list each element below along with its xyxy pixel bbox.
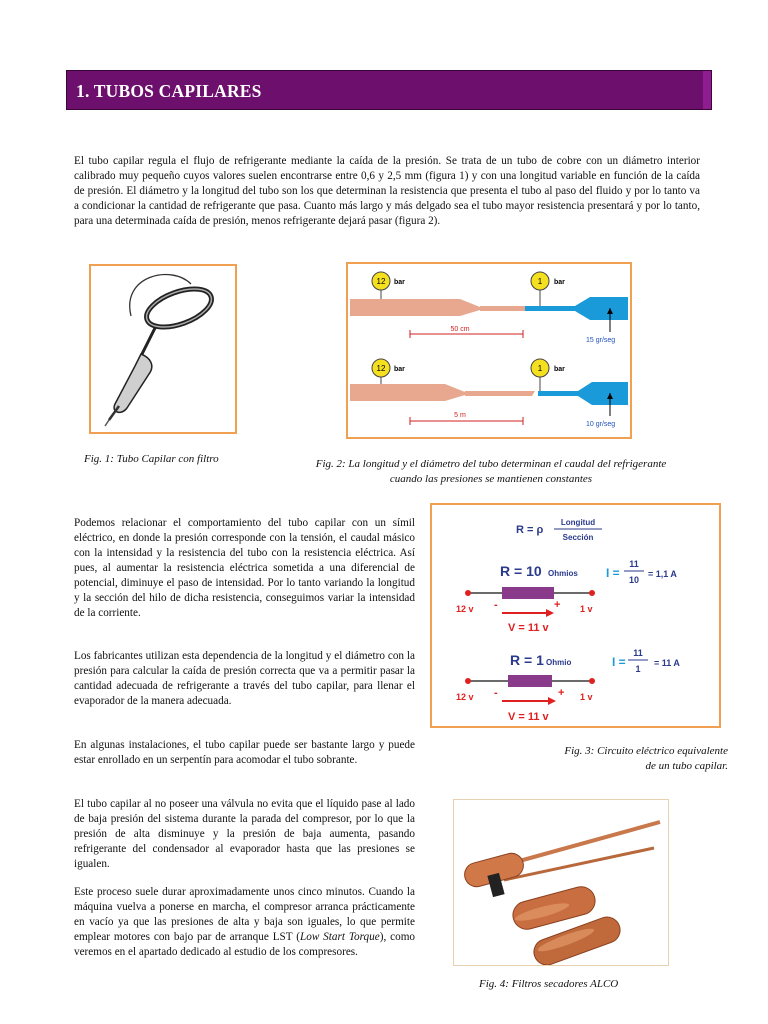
- svg-text:+: +: [558, 687, 565, 699]
- svg-text:= 1,1 A: = 1,1 A: [648, 569, 677, 579]
- svg-text:R = 10: R = 10: [500, 563, 542, 579]
- svg-text:1: 1: [537, 364, 543, 373]
- svg-text:11: 11: [633, 648, 643, 658]
- banner-edge: [703, 71, 711, 109]
- figure-2-caption-line2: cuando las presiones se mantienen constantes: [389, 473, 593, 485]
- svg-text:11: 11: [629, 559, 639, 569]
- svg-text:R = ρ: R = ρ: [516, 524, 544, 536]
- section-title: 1. TUBOS CAPILARES: [76, 81, 262, 101]
- filter-driers-illustration: [454, 800, 668, 965]
- figure-4: [453, 799, 669, 966]
- paragraph-restart: Este proceso suele durar aproximadamente unos cinco minutos. Cuando la máquina vuelva a ponerse en marcha, el compresor arranca prácticamente en vacío ya que las presiones de alta y baja son iguales, lo que permite emplear motores con bajo par de arranque LST (Low Start Torque), como veremos en el apartado dedicado al estudio de los compresores.: [74, 886, 415, 958]
- svg-text:I =: I =: [606, 566, 620, 580]
- capillary-tube-illustration: [91, 266, 235, 432]
- paragraph-electric-analogy: Podemos relacionar el comportamiento del tubo capilar con un símil eléctrico, en donde la presión corresponde con la tensión, el caudal másico con la intensidad y la resistencia del tubo con la resistencia eléctrica. Así pues, al aumentar la resistencia eléctrica sometida a una diferencial de potencial, diminuye el paso de intensidad. Por lo tanto variando la longitud y la sección del hilo de dicha resistencia, conseguimos variar la intensidad de la corriente.: [74, 517, 415, 619]
- svg-text:Ohmios: Ohmios: [548, 569, 578, 578]
- paragraph-no-valve: El tubo capilar al no poseer una válvula no evita que el líquido pase al lado de baja presión del sistema durante la parada del compresor, por lo que la presión de alta disminuye y la presión de baja aumenta, pasando refrigerante del condensador al evaporador hasta que las presiones se igualen.: [74, 798, 415, 870]
- svg-text:1: 1: [537, 277, 543, 286]
- svg-text:V = 11 v: V = 11 v: [508, 711, 549, 723]
- svg-text:+: +: [554, 599, 561, 611]
- svg-text:V = 11 v: V = 11 v: [508, 622, 549, 634]
- figure-2: [346, 262, 632, 439]
- copper-pipe: [350, 299, 460, 316]
- svg-text:bar: bar: [394, 366, 405, 373]
- figure-4-caption: Fig. 4: Filtros secadores ALCO: [479, 978, 619, 990]
- figure-3-caption-line1: Fig. 3: Circuito eléctrico equivalente: [564, 745, 728, 757]
- figure-2-caption-line1: Fig. 2: La longitud y el diámetro del tubo determinan el caudal del refrigerante: [315, 458, 667, 470]
- svg-text:bar: bar: [554, 279, 565, 286]
- resistor: [508, 675, 552, 687]
- capillary-tube: [480, 306, 525, 311]
- svg-text:R = 1: R = 1: [510, 652, 544, 668]
- svg-text:5 m: 5 m: [454, 412, 466, 419]
- resistor: [502, 587, 554, 599]
- equivalent-circuit-diagram: [432, 505, 719, 726]
- tube-length-diagram: [348, 264, 630, 437]
- svg-text:12: 12: [376, 364, 386, 373]
- intro-paragraph: El tubo capilar regula el flujo de refrigerante mediante la caída de la presión. Se trata de un tubo de cobre con un diámetro interior calibrado muy pequeño cuyos valores suelen encontrarse entre 0,6 y 2,5 mm (figura 1) y con una longitud variable en función de la caída de presión. El diámetro y la longitud del tubo son los que determinan la resistencia que presenta el tubo al paso del fluido y por lo tanto va a condicionar la cantidad de refrigerante que pasa. Cuanto más largo y más delgado sea el tubo mayor resistencia presentará y por lo tanto, para una determinada caída de presión, menos refrigerante dejará pasar (figura 2).: [74, 155, 700, 227]
- svg-text:Sección: Sección: [562, 533, 594, 542]
- svg-text:bar: bar: [394, 279, 405, 286]
- svg-text:10 gr/seg: 10 gr/seg: [586, 421, 616, 428]
- figure-1-caption: Fig. 1: Tubo Capilar con filtro: [84, 453, 219, 465]
- figure-3: [430, 503, 721, 728]
- svg-text:12: 12: [376, 277, 386, 286]
- paragraph-installations: En algunas instalaciones, el tubo capilar puede ser bastante largo y puede estar enrollado en un serpentín para acomodar el tubo sobrante.: [74, 739, 415, 766]
- svg-text:50 cm: 50 cm: [450, 326, 470, 333]
- svg-text:12 v: 12 v: [456, 692, 474, 702]
- figure-1: [89, 264, 237, 434]
- svg-text:bar: bar: [554, 366, 565, 373]
- svg-text:1 v: 1 v: [580, 692, 593, 702]
- figure-3-caption-line2: de un tubo capilar.: [645, 760, 728, 772]
- svg-text:-: -: [494, 599, 498, 611]
- svg-text:Ohmio: Ohmio: [546, 658, 572, 667]
- svg-text:15 gr/seg: 15 gr/seg: [586, 337, 616, 344]
- svg-text:1 v: 1 v: [580, 604, 593, 614]
- svg-text:= 11 A: = 11 A: [654, 658, 680, 668]
- svg-text:10: 10: [628, 575, 640, 585]
- svg-text:12 v: 12 v: [456, 604, 474, 614]
- figure-2-caption: [276, 457, 706, 487]
- section-banner: [66, 70, 712, 110]
- svg-text:-: -: [494, 687, 498, 699]
- figure-3-caption: [470, 744, 728, 774]
- paragraph-manufacturers: Los fabricantes utilizan esta dependencia de la longitud y el diámetro con la presión para calcular la caída de presión correcta que va a permitir pasar la cantidad adecuada de refrigerante a través del tubo capilar, para llenar el evaporador de la manera adecuada.: [74, 650, 415, 707]
- svg-text:Longitud: Longitud: [560, 518, 596, 527]
- svg-text:I =: I =: [612, 655, 626, 669]
- svg-text:1: 1: [635, 664, 641, 674]
- evaporator-pipe: [590, 297, 628, 320]
